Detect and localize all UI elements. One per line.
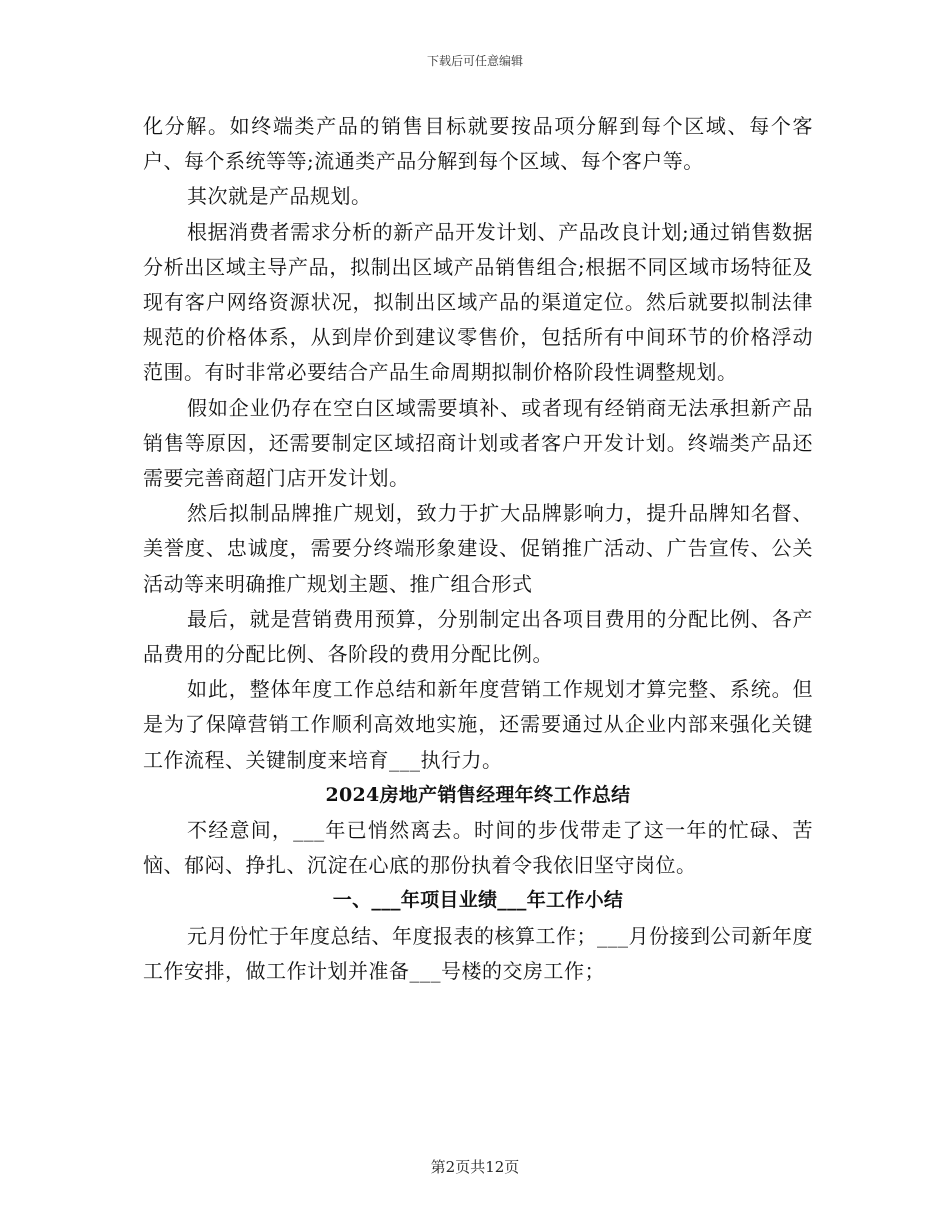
paragraph-1: 化分解。如终端类产品的销售目标就要按品项分解到每个区域、每个客户、每个系统等等;流通类产品分解到每个区域、每个客户等。 <box>143 114 813 174</box>
paragraph-9: 元月份忙于年度总结、年度报表的核算工作；___月份接到公司新年度工作安排，做工作计划并准备___号楼的交房工作； <box>143 923 813 983</box>
paragraph-6: 最后，就是营销费用预算，分别制定出各项目费用的分配比例、各产品费用的分配比例、各阶段的费用分配比例。 <box>143 606 813 667</box>
paragraph-2: 其次就是产品规划。 <box>187 184 372 209</box>
paragraph-8: 不经意间，___年已悄然离去。时间的步伐带走了这一年的忙碌、苦恼、郁闷、挣扎、沉淀在心底的那份执着令我依旧坚守岗位。 <box>143 818 813 878</box>
paragraph-3: 根据消费者需求分析的新产品开发计划、产品改良计划;通过销售数据分析出区域主导产品，拟制出区域产品销售组合;根据不同区域市场特征及现有客户网络资源状况，拟制出区域产品的渠道定位。然后就要拟制法律规范的价格体系，从到岸价到建议零售价，包括所有中间环节的价格浮动范围。有时非常必要结合产品生命周期拟制价格阶段性调整规划。 <box>143 219 813 385</box>
subsection-title: 一、___年项目业绩___年工作小结 <box>332 889 624 912</box>
document-body <box>143 109 813 989</box>
section-title: 2024房地产销售经理年终工作总结 <box>325 783 631 806</box>
paragraph-4: 假如企业仍存在空白区域需要填补、或者现有经销商无法承担新产品销售等原因，还需要制定区域招商计划或者客户开发计划。终端类产品还需要完善商超门店开发计划。 <box>143 395 813 491</box>
page-footer: 第2页共12页 <box>430 1158 520 1176</box>
page-header: 下载后可任意编辑 <box>426 54 523 68</box>
paragraph-5: 然后拟制品牌推广规划，致力于扩大品牌影响力，提升品牌知名督、美誉度、忠诚度，需要分终端形象建设、促销推广活动、广告宣传、公关活动等来明确推广规划主题、推广组合形式 <box>143 501 813 596</box>
paragraph-7: 如此，整体年度工作总结和新年度营销工作规划才算完整、系统。但是为了保障营销工作顺利高效地实施，还需要通过从企业内部来强化关键工作流程、关键制度来培育___执行力。 <box>143 677 813 772</box>
